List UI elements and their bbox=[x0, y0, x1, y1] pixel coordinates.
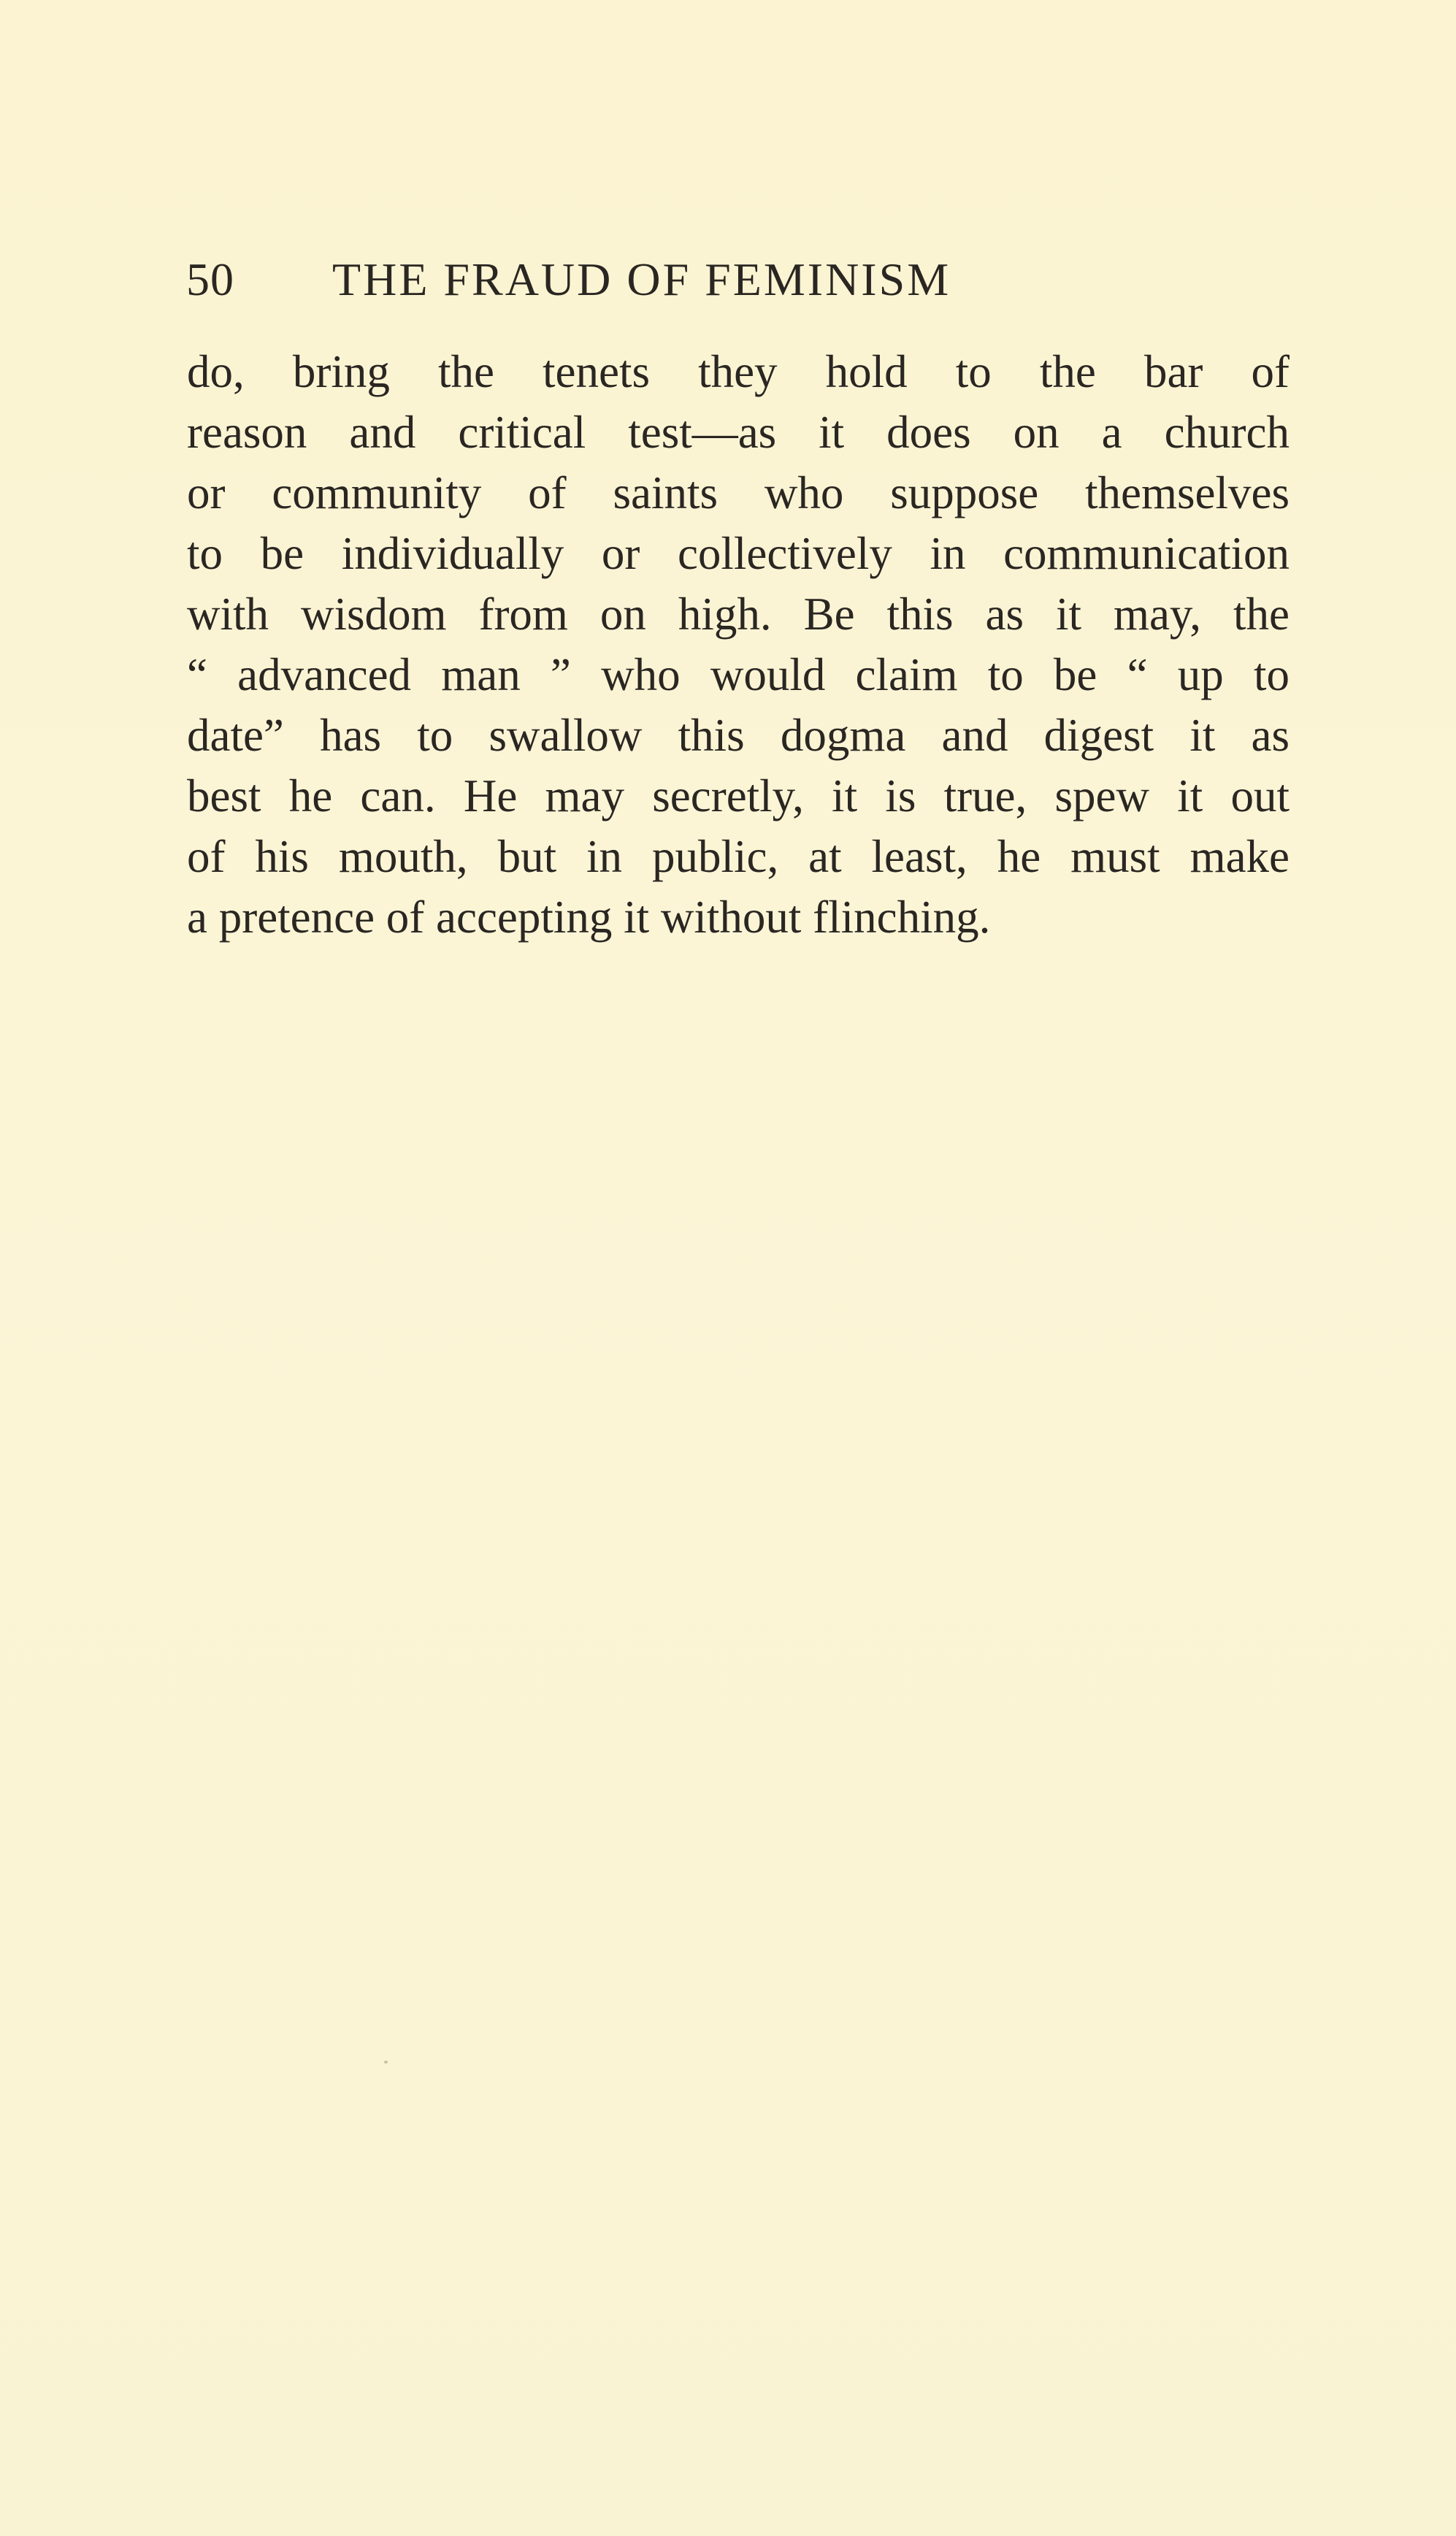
running-title: THE FRAUD OF FEMINISM bbox=[332, 253, 951, 305]
text-line: to be individually or collectively in communication bbox=[187, 528, 1290, 579]
text-line: date” has to swallow this dogma and digest it as bbox=[187, 710, 1290, 761]
text-line: do, bring the tenets they hold to the bar of bbox=[187, 346, 1290, 397]
page-number: 50 bbox=[186, 253, 234, 305]
text-line: or community of saints who suppose themselves bbox=[187, 467, 1290, 518]
text-line: of his mouth, but in public, at least, he must make bbox=[187, 831, 1290, 882]
body-paragraph bbox=[187, 342, 1290, 948]
page-header bbox=[186, 247, 1281, 313]
text-line: “ advanced man ” who would claim to be “ up to bbox=[187, 649, 1290, 700]
text-line: best he can. He may secretly, it is true, spew it out bbox=[187, 770, 1290, 821]
text-line: a pretence of accepting it without flinching. bbox=[187, 892, 991, 943]
text-line: reason and critical test—as it does on a church bbox=[187, 407, 1290, 458]
text-line: with wisdom from on high. Be this as it may, the bbox=[187, 589, 1290, 640]
paper-speck bbox=[384, 2061, 388, 2064]
